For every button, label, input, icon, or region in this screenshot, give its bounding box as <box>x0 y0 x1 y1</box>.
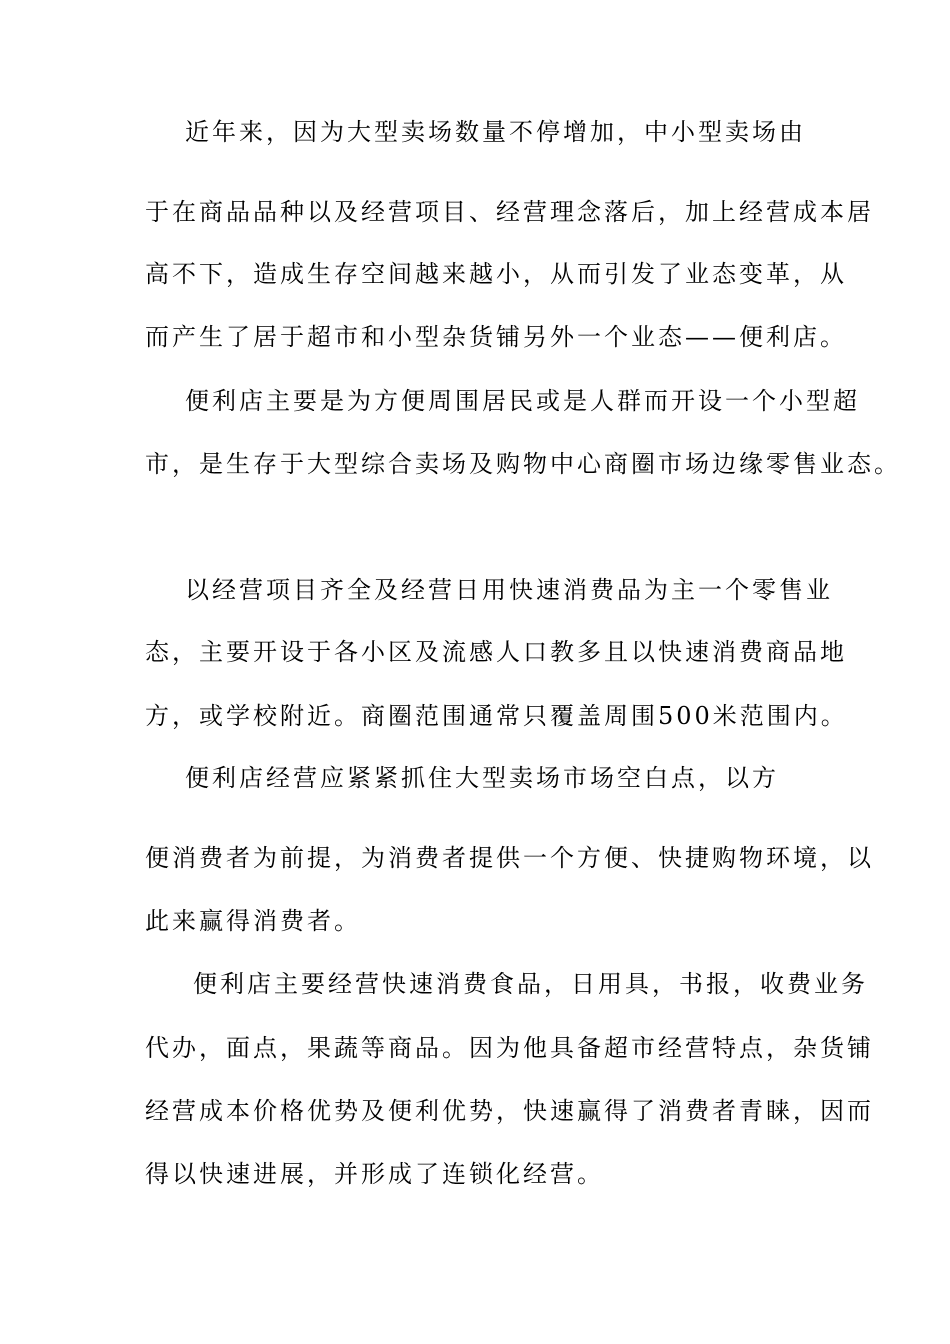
text-line: 高不下，造成生存空间越来越小，从而引发了业态变革，从 <box>145 260 847 288</box>
text-line: 便消费者为前提，为消费者提供一个方便、快捷购物环境，以 <box>145 844 874 872</box>
text-line: 近年来，因为大型卖场数量不停增加，中小型卖场由 <box>185 118 806 146</box>
text-line: 方，或学校附近。商圈范围通常只覆盖周围500米范围内。 <box>145 702 848 730</box>
text-line: 于在商品品种以及经营项目、经营理念落后，加上经营成本居 <box>145 198 874 226</box>
text-line: 得以快速进展，并形成了连锁化经营。 <box>145 1160 604 1188</box>
text-line: 便利店主要是为方便周围居民或是人群而开设一个小型超 <box>185 387 860 415</box>
text-line: 此来赢得消费者。 <box>145 907 361 935</box>
text-line: 经营成本价格优势及便利优势，快速赢得了消费者青睐，因而 <box>145 1097 874 1125</box>
text-line: 便利店经营应紧紧抓住大型卖场市场空白点，以方 <box>185 764 779 792</box>
text-line: 态，主要开设于各小区及流感人口教多且以快速消费商品地 <box>145 638 847 666</box>
text-line: 代办，面点，果蔬等商品。因为他具备超市经营特点，杂货铺 <box>145 1034 874 1062</box>
text-line: 市，是生存于大型综合卖场及购物中心商圈市场边缘零售业态。 <box>145 450 901 478</box>
text-line: 而产生了居于超市和小型杂货铺另外一个业态——便利店。 <box>145 323 847 351</box>
text-line: 便利店主要经营快速消费食品，日用具，书报，收费业务 <box>193 970 868 998</box>
text-line: 以经营项目齐全及经营日用快速消费品为主一个零售业 <box>185 576 833 604</box>
